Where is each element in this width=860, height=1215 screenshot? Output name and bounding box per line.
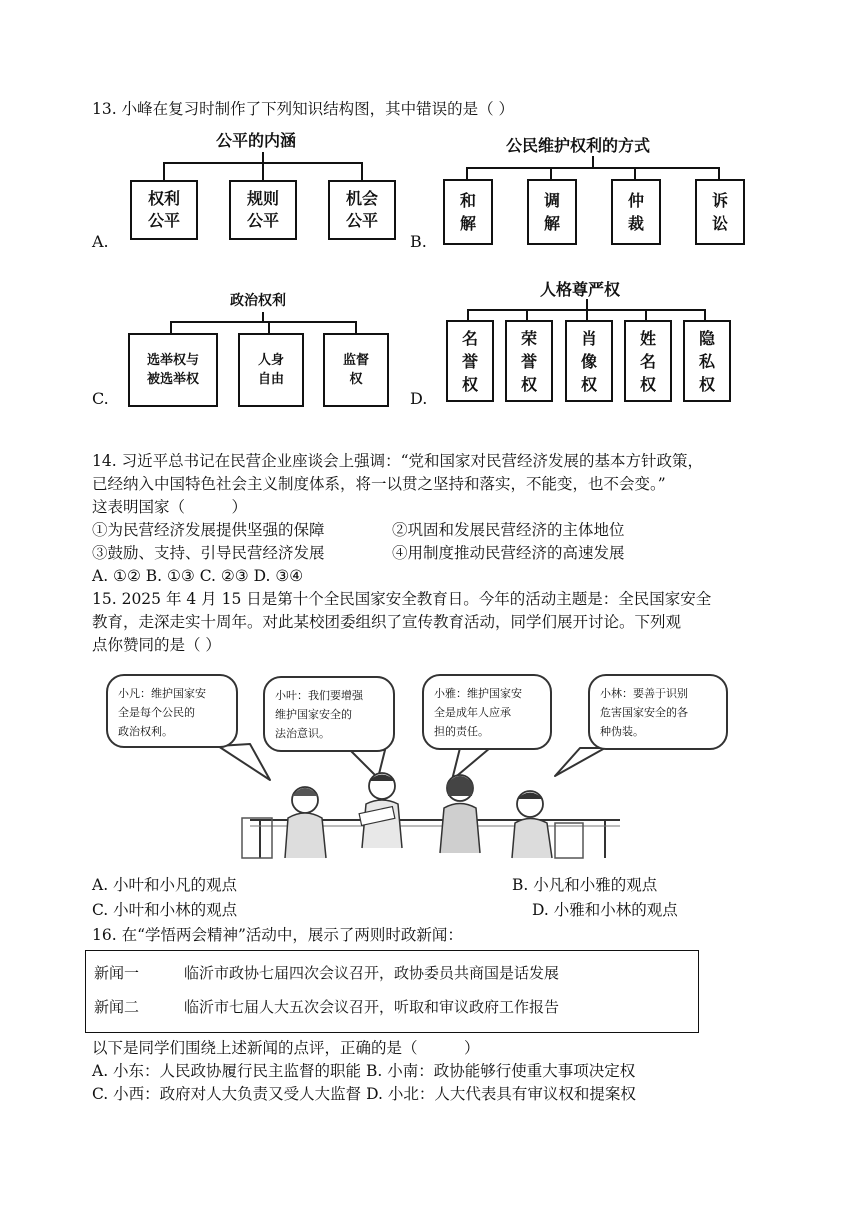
box-c-3: 监督 权 xyxy=(323,333,389,407)
q15-option-b: B. 小凡和小雅的观点 xyxy=(512,876,658,894)
diagram-d-title: 人格尊严权 xyxy=(540,280,621,299)
news2-label: 新闻二 xyxy=(94,998,140,1016)
box-b-4: 诉 讼 xyxy=(695,179,745,245)
news2-text: 临沂市七届人大五次会议召开，听取和审议政府工作报告 xyxy=(184,998,560,1016)
diagram-c-title: 政治权利 xyxy=(230,293,286,309)
q16-stem: 16. 在“学悟两会精神”活动中，展示了两则时政新闻： xyxy=(92,926,463,944)
q15-option-a: A. 小叶和小凡的观点 xyxy=(92,876,238,894)
q14-option-3: ③鼓励、支持、引导民营经济发展 xyxy=(92,544,325,562)
q14-option-2: ②巩固和发展民营经济的主体地位 xyxy=(392,521,625,539)
q14-option-1: ①为民营经济发展提供坚强的保障 xyxy=(92,521,325,539)
q16-prompt: 以下是同学们围绕上述新闻的点评，正确的是（ ） xyxy=(92,1039,480,1057)
discussion-illustration xyxy=(100,668,760,864)
speech-bubble-xiaolin: 小林：要善于识别 危害国家安全的各 种伪装。 xyxy=(588,674,728,750)
q14-line3: 这表明国家（ ） xyxy=(92,498,248,516)
q13-stem: 13. 小峰在复习时制作了下列知识结构图，其中错误的是（ ） xyxy=(92,100,515,118)
q14-line2: 已经纳入中国特色社会主义制度体系，将一以贯之坚持和落实，不能变，也不会变。” xyxy=(92,475,666,493)
q15-line1: 15. 2025 年 4 月 15 日是第十个全民国家安全教育日。今年的活动主题是：全民国家安全 xyxy=(92,590,712,608)
speech-bubble-xiaofan: 小凡：维护国家安 全是每个公民的 政治权利。 xyxy=(106,674,238,748)
q14-line1: 14. 习近平总书记在民营企业座谈会上强调：“党和国家对民营经济发展的基本方针政策， xyxy=(92,452,704,470)
box-a-1: 权利 公平 xyxy=(130,180,198,240)
option-d-letter: D. xyxy=(410,389,428,408)
q16-options-cd: C. 小西：政府对人大负责又受人大监督 D. 小北：人大代表具有审议权和提案权 xyxy=(92,1085,636,1103)
news1-label: 新闻一 xyxy=(94,964,140,982)
box-d-1: 名 誉 权 xyxy=(446,320,494,402)
speech-bubble-xiaoye: 小叶：我们要增强 维护国家安全的 法治意识。 xyxy=(263,676,395,752)
q16-options-ab: A. 小东：人民政协履行民主监督的职能 B. 小南：政协能够行使重大事项决定权 xyxy=(92,1062,636,1080)
q15-option-d: D. 小雅和小林的观点 xyxy=(532,901,678,919)
option-a-letter: A. xyxy=(92,232,109,251)
box-a-3: 机会 公平 xyxy=(328,180,396,240)
box-c-2: 人身 自由 xyxy=(238,333,304,407)
speech-bubble-xiaoya: 小雅：维护国家安 全是成年人应承 担的责任。 xyxy=(422,674,552,750)
q14-option-4: ④用制度推动民营经济的高速发展 xyxy=(392,544,625,562)
diagram-b-title: 公民维护权利的方式 xyxy=(506,136,651,155)
box-a-2: 规则 公平 xyxy=(229,180,297,240)
box-b-1: 和 解 xyxy=(443,179,493,245)
box-d-2: 荣 誉 权 xyxy=(505,320,553,402)
option-c-letter: C. xyxy=(92,389,109,408)
box-c-1: 选举权与 被选举权 xyxy=(128,333,218,407)
box-b-2: 调 解 xyxy=(527,179,577,245)
q15-line3: 点你赞同的是（ ） xyxy=(92,636,221,654)
box-d-5: 隐 私 权 xyxy=(683,320,731,402)
option-b-letter: B. xyxy=(410,232,427,251)
news1-text: 临沂市政协七届四次会议召开，政协委员共商国是话发展 xyxy=(184,964,560,982)
box-d-3: 肖 像 权 xyxy=(565,320,613,402)
box-d-4: 姓 名 权 xyxy=(624,320,672,402)
q15-line2: 教育，走深走实十周年。对此某校团委组织了宣传教育活动，同学们展开讨论。下列观 xyxy=(92,613,682,631)
q15-option-c: C. 小叶和小林的观点 xyxy=(92,901,238,919)
box-b-3: 仲 裁 xyxy=(611,179,661,245)
diagram-a-title: 公平的内涵 xyxy=(216,131,297,150)
q14-answers: A. ①② B. ①③ C. ②③ D. ③④ xyxy=(92,567,304,585)
